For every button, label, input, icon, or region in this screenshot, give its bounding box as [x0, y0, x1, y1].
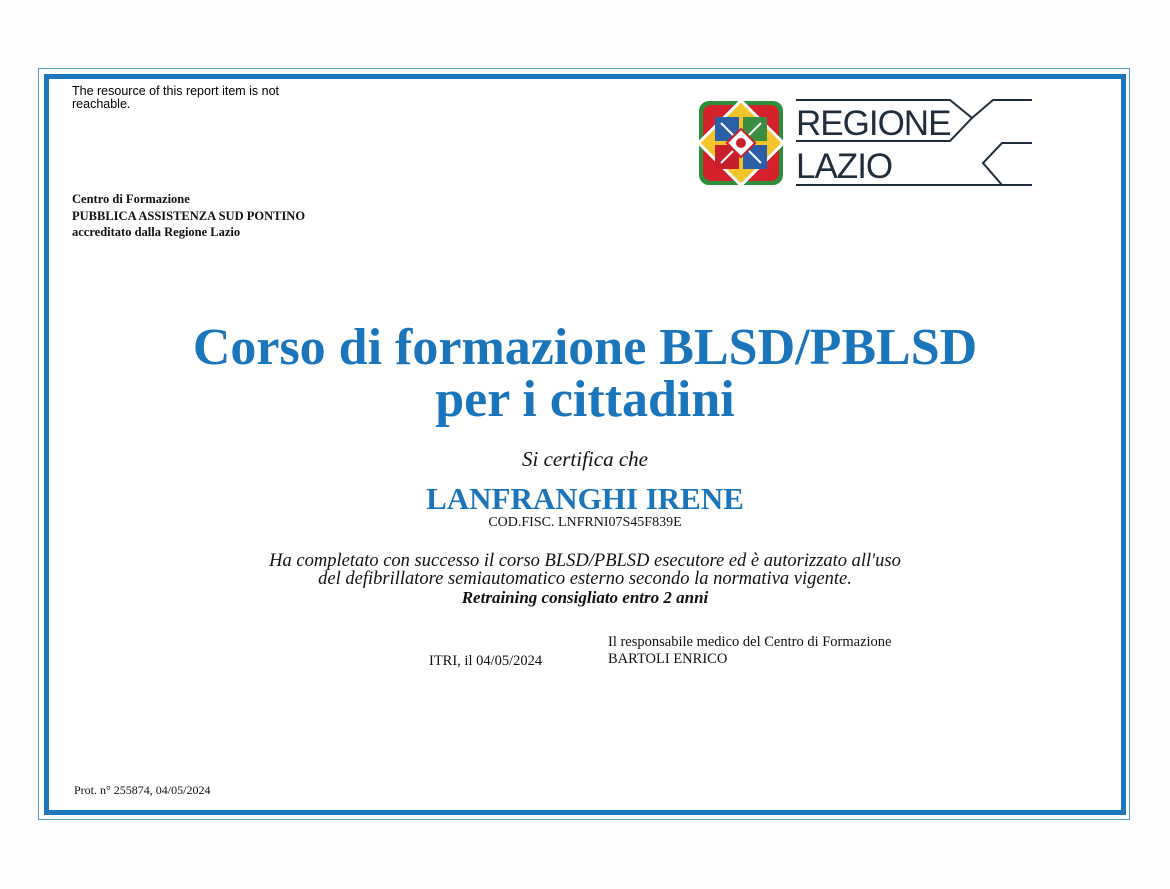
- completion-description: [85, 552, 1085, 588]
- signer-name: BARTOLI ENRICO: [608, 650, 728, 667]
- issuer-block: [72, 191, 305, 241]
- retraining-note: Retraining consigliato entro 2 anni: [461, 588, 709, 607]
- regione-lazio-emblem-icon: [695, 96, 1035, 190]
- description-line-2: del defibrillatore semiautomatico esterno secondo la normativa vigente.: [318, 569, 852, 589]
- issuer-line-1: Centro di Formazione: [72, 192, 190, 206]
- place-date: ITRI, il 04/05/2024: [429, 653, 543, 669]
- regione-lazio-logo: [695, 96, 1035, 190]
- course-title-line-2: per i cittadini: [435, 371, 735, 428]
- description-line-1: Ha completato con successo il corso BLSD/PBLSD esecutore ed è autorizzato all'uso: [269, 551, 901, 571]
- missing-resource-notice: The resource of this report item is not reachable.: [72, 84, 280, 111]
- protocol-number: Prot. n° 255874, 04/05/2024: [74, 783, 211, 797]
- svg-text:REGIONE: REGIONE: [796, 104, 951, 143]
- tax-code: COD.FISC. LNFRNI07S45F839E: [488, 515, 682, 530]
- course-title: [85, 319, 1085, 428]
- svg-text:LAZIO: LAZIO: [796, 147, 893, 186]
- course-title-line-1: Corso di formazione BLSD/PBLSD: [192, 319, 978, 376]
- signer-block: [608, 634, 891, 667]
- issuer-line-2: PUBBLICA ASSISTENZA SUD PONTINO: [72, 208, 306, 223]
- signer-title: Il responsabile medico del Centro di Formazione: [608, 634, 892, 650]
- certifies-text: Si certifica che: [522, 447, 648, 471]
- recipient-name: LANFRANGHI IRENE: [426, 481, 744, 516]
- issuer-line-3: accreditato dalla Regione Lazio: [72, 225, 241, 239]
